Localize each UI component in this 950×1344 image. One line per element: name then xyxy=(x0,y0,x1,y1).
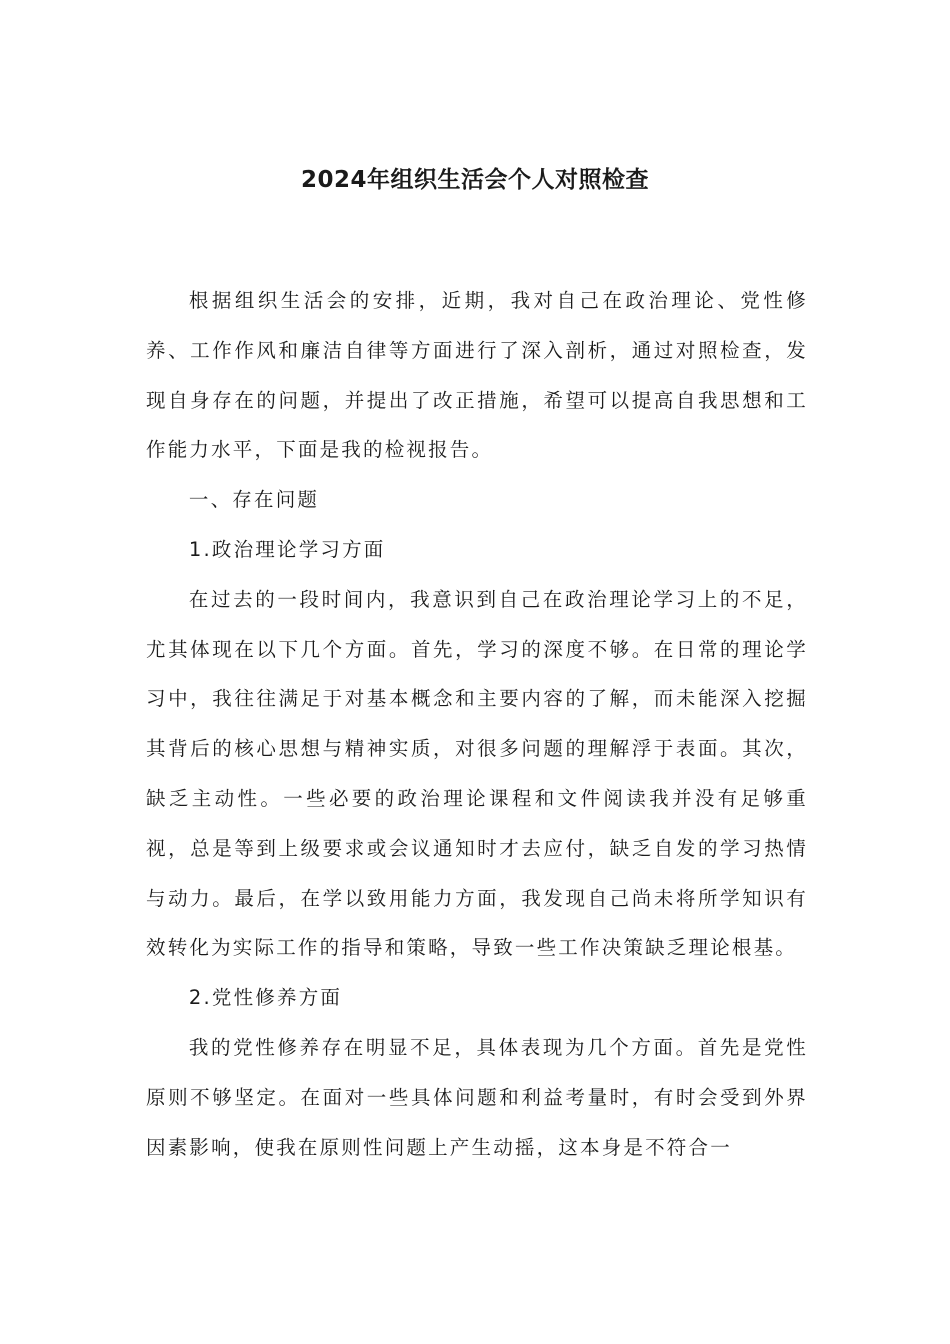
document-title: 2024年组织生活会个人对照检查 xyxy=(300,167,649,193)
subsection-heading-political-theory: 1.政治理论学习方面 xyxy=(188,537,386,561)
document-body xyxy=(146,276,808,1172)
intro-paragraph: 根据组织生活会的安排，近期，我对自己在政治理论、党性修养、工作作风和廉洁自律等方面进行了深入剖析，通过对照检查，发现自身存在的问题，并提出了改正措施，希望可以提高自我思想和工作能力水平，下面是我的检视报告。 xyxy=(146,289,808,462)
subsection-heading-party-spirit: 2.党性修养方面 xyxy=(188,986,343,1010)
political-theory-paragraph: 在过去的一段时间内，我意识到自己在政治理论学习上的不足，尤其体现在以下几个方面。首先，学习的深度不够。在日常的理论学习中，我往往满足于对基本概念和主要内容的了解，而未能深入挖掘其背后的核心思想与精神实质，对很多问题的理解浮于表面。其次，缺乏主动性。一些必要的政治理论课程和文件阅读我并没有足够重视，总是等到上级要求或会议通知时才去应付，缺乏自发的学习热情与动力。最后，在学以致用能力方面，我发现自己尚未将所学知识有效转化为实际工作的指导和策略，导致一些工作决策缺乏理论根基。 xyxy=(146,587,808,960)
party-spirit-paragraph: 我的党性修养存在明显不足，具体表现为几个方面。首先是党性原则不够坚定。在面对一些具体问题和利益考量时，有时会受到外界因素影响，使我在原则性问题上产生动摇，这本身是不符合一 xyxy=(146,1035,808,1159)
section-heading-problems: 一、存在问题 xyxy=(188,488,320,512)
